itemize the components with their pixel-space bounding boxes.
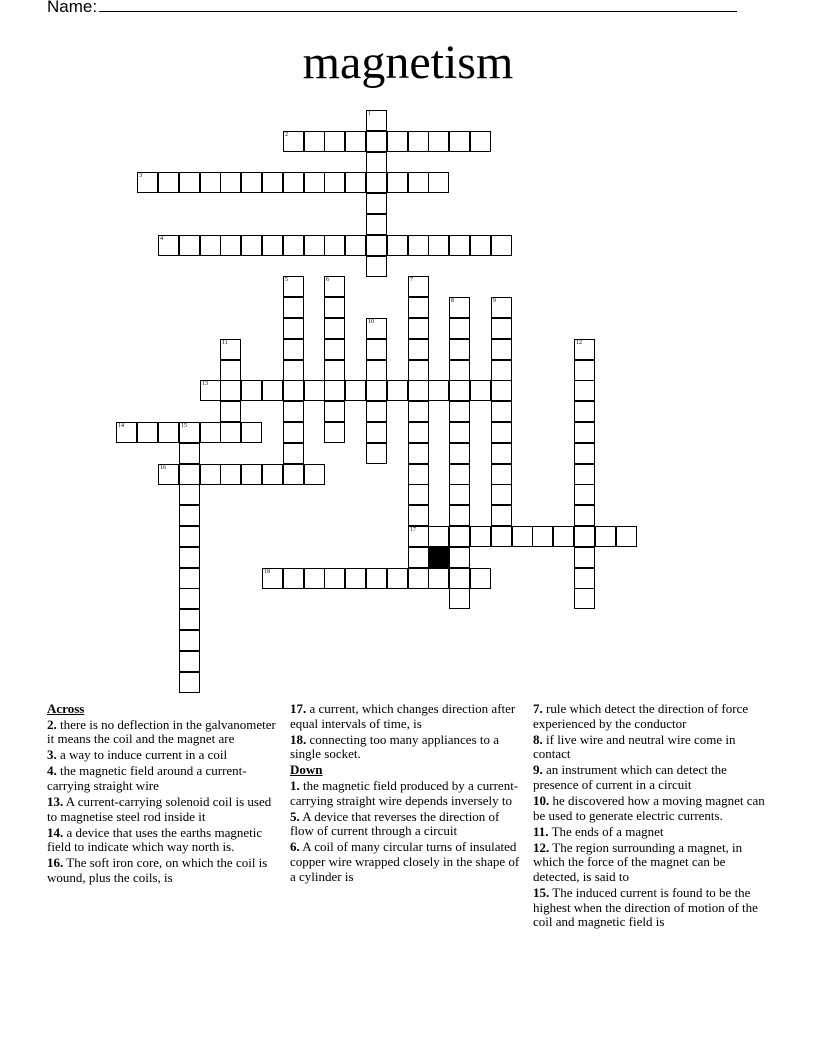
clue-number: 4: [160, 236, 163, 242]
clue-column-1: [47, 702, 279, 887]
crossword-cell[interactable]: [449, 526, 470, 547]
crossword-cell[interactable]: [532, 526, 553, 547]
crossword-cell[interactable]: [345, 380, 366, 401]
clue-number: 17: [410, 527, 416, 533]
crossword-cell[interactable]: [366, 235, 387, 256]
crossword-cell[interactable]: [449, 380, 470, 401]
crossword-cell[interactable]: [366, 214, 387, 235]
down-clue-6: 6. A coil of many circular turns of insulated copper wire wrapped closely in the shape of a cylinder is: [290, 839, 520, 884]
clue-number: 3: [139, 173, 142, 179]
crossword-cell[interactable]: [324, 422, 345, 443]
crossword-cell[interactable]: [179, 172, 200, 193]
crossword-cell[interactable]: [491, 422, 512, 443]
crossword-cell[interactable]: [345, 235, 366, 256]
crossword-cell[interactable]: [283, 276, 304, 297]
crossword-cell[interactable]: [304, 131, 325, 152]
crossword-cell[interactable]: [408, 464, 429, 485]
crossword-cell[interactable]: [179, 547, 200, 568]
clue-number: 2: [285, 132, 288, 138]
crossword-cell[interactable]: [179, 443, 200, 464]
crossword-cell[interactable]: [408, 422, 429, 443]
crossword-cell[interactable]: [491, 443, 512, 464]
crossword-cell[interactable]: [345, 131, 366, 152]
crossword-cell[interactable]: [408, 318, 429, 339]
clue-number: 13: [202, 381, 208, 387]
crossword-cell[interactable]: [449, 131, 470, 152]
clue-number: 9: [493, 298, 496, 304]
crossword-cell[interactable]: [179, 464, 200, 485]
across-clue-4: 4. the magnetic field around a current-carrying straight wire: [47, 763, 247, 793]
crossword-cell[interactable]: [179, 630, 200, 651]
crossword-cell[interactable]: [387, 568, 408, 589]
crossword-cell[interactable]: [574, 505, 595, 526]
crossword-cell[interactable]: [324, 318, 345, 339]
crossword-cell[interactable]: [387, 380, 408, 401]
crossword-cell[interactable]: [595, 526, 616, 547]
crossword-cell[interactable]: [408, 339, 429, 360]
name-label: Name:: [47, 0, 98, 16]
crossword-cell[interactable]: [574, 526, 595, 547]
crossword-cell[interactable]: [179, 526, 200, 547]
crossword-cell[interactable]: [449, 422, 470, 443]
crossword-cell[interactable]: [262, 568, 283, 589]
crossword-cell[interactable]: [220, 339, 241, 360]
crossword-cell[interactable]: [283, 131, 304, 152]
crossword-cell[interactable]: [324, 360, 345, 381]
crossword-cell[interactable]: [408, 172, 429, 193]
down-clue-8: 8. if live wire and neutral wire come in contact: [533, 731, 736, 762]
crossword-cell[interactable]: [366, 110, 387, 131]
crossword-cell[interactable]: [470, 568, 491, 589]
crossword-cell[interactable]: [449, 318, 470, 339]
crossword-cell[interactable]: [324, 401, 345, 422]
crossword-cell[interactable]: [179, 588, 200, 609]
crossword-cell[interactable]: [324, 131, 345, 152]
crossword-cell[interactable]: [449, 360, 470, 381]
crossword-cell[interactable]: [262, 172, 283, 193]
crossword-cell[interactable]: [262, 380, 283, 401]
down-header: Down: [290, 762, 323, 778]
across-clue-18: 18. connecting too many appliances to a single socket.: [290, 731, 500, 762]
down-clue-10: 10. he discovered how a moving magnet can be used to generate electric currents.: [533, 793, 765, 823]
crossword-cell[interactable]: [387, 131, 408, 152]
crossword-cell[interactable]: [283, 360, 304, 381]
crossword-cell[interactable]: [366, 568, 387, 589]
down-clue-5: 5. A device that reverses the direction of flow of current through a circuit: [290, 808, 500, 839]
across-header: Across: [47, 701, 85, 716]
crossword-cell[interactable]: [574, 360, 595, 381]
crossword-cell[interactable]: [387, 172, 408, 193]
crossword-cell[interactable]: [449, 235, 470, 256]
crossword-cell[interactable]: [200, 422, 221, 443]
crossword-cell[interactable]: [491, 235, 512, 256]
crossword-cell[interactable]: [491, 464, 512, 485]
crossword-cell[interactable]: [449, 588, 470, 609]
crossword-cell[interactable]: [220, 464, 241, 485]
crossword-cell[interactable]: [324, 339, 345, 360]
crossword-cell[interactable]: [345, 172, 366, 193]
crossword-cell[interactable]: [304, 464, 325, 485]
crossword-cell[interactable]: [574, 568, 595, 589]
crossword-cell[interactable]: [179, 422, 200, 443]
crossword-cell[interactable]: [179, 568, 200, 589]
across-clue-13: 13. A current-carrying solenoid coil is used to magnetise steel rod inside it: [47, 794, 272, 824]
crossword-cell[interactable]: [408, 401, 429, 422]
crossword-cell[interactable]: [449, 443, 470, 464]
crossword-cell[interactable]: [366, 172, 387, 193]
crossword-cell[interactable]: [283, 422, 304, 443]
crossword-cell[interactable]: [470, 380, 491, 401]
crossword-cell[interactable]: [491, 339, 512, 360]
crossword-cell[interactable]: [283, 235, 304, 256]
crossword-cell[interactable]: [408, 547, 429, 568]
crossword-cell[interactable]: [408, 484, 429, 505]
crossword-cell[interactable]: [366, 131, 387, 152]
crossword-cell[interactable]: [449, 505, 470, 526]
crossword-cell[interactable]: [324, 568, 345, 589]
crossword-cell[interactable]: [179, 651, 200, 672]
crossword-cell[interactable]: [220, 380, 241, 401]
crossword-cell[interactable]: [200, 380, 221, 401]
crossword-cell[interactable]: [283, 297, 304, 318]
crossword-cell[interactable]: [241, 422, 262, 443]
crossword-cell[interactable]: [470, 131, 491, 152]
crossword-cell[interactable]: [200, 172, 221, 193]
clue-number: 18: [264, 569, 270, 575]
crossword-cell[interactable]: [324, 235, 345, 256]
clue-column-2: [290, 702, 522, 886]
crossword-cell[interactable]: [449, 464, 470, 485]
crossword-cell[interactable]: [491, 318, 512, 339]
crossword-cell[interactable]: [449, 547, 470, 568]
crossword-cell[interactable]: [179, 672, 200, 693]
crossword-cell[interactable]: [574, 464, 595, 485]
crossword-cell[interactable]: [366, 339, 387, 360]
crossword-cell[interactable]: [366, 318, 387, 339]
crossword-cell[interactable]: [200, 464, 221, 485]
crossword-cell[interactable]: [408, 235, 429, 256]
crossword-cell[interactable]: [179, 235, 200, 256]
crossword-cell[interactable]: [428, 172, 449, 193]
down-clue-15: 15. The induced current is found to be the highest when the direction of motion of the coil and magnetic field is: [533, 885, 758, 930]
crossword-cell[interactable]: [179, 609, 200, 630]
crossword-cell[interactable]: [241, 380, 262, 401]
crossword-cell[interactable]: [449, 568, 470, 589]
down-clue-9: 9. an instrument which can detect the presence of current in a circuit: [533, 762, 727, 792]
clue-number: 8: [451, 298, 454, 304]
clue-number: 15: [181, 423, 187, 429]
across-clue-17: 17. a current, which changes direction after equal intervals of time, is: [290, 701, 516, 731]
crossword-cell[interactable]: [158, 172, 179, 193]
crossword-cell[interactable]: [283, 464, 304, 485]
down-clue-11: 11. The ends of a magnet: [533, 823, 664, 839]
clue-column-3: [533, 702, 769, 931]
crossword-cell[interactable]: [574, 422, 595, 443]
crossword-cell[interactable]: [366, 380, 387, 401]
crossword-cell[interactable]: [158, 422, 179, 443]
crossword-cell[interactable]: [283, 380, 304, 401]
crossword-cell[interactable]: [449, 484, 470, 505]
page-title: magnetism: [302, 36, 514, 89]
crossword-cell[interactable]: [241, 464, 262, 485]
clue-number: 10: [368, 319, 374, 325]
crossword-cell[interactable]: [449, 401, 470, 422]
crossword-cell[interactable]: [491, 484, 512, 505]
crossword-cell[interactable]: [553, 526, 574, 547]
crossword-cell[interactable]: [574, 443, 595, 464]
crossword-cell[interactable]: [116, 422, 137, 443]
across-clue-2: 2. there is no deflection in the galvanometer it means the coil and the magnet are: [47, 716, 276, 747]
crossword-cell[interactable]: [304, 172, 325, 193]
clue-number: 7: [410, 277, 413, 283]
crossword-cell[interactable]: [220, 422, 241, 443]
crossword-cell[interactable]: [200, 235, 221, 256]
clue-number: 1: [368, 111, 371, 117]
crossword-cell[interactable]: [283, 443, 304, 464]
down-clue-1: 1. the magnetic field produced by a current-carrying straight wire depends inversely to: [290, 777, 519, 808]
crossword-cell[interactable]: [283, 401, 304, 422]
down-clue-7: 7. rule which detect the direction of force experienced by the conductor: [533, 701, 749, 731]
crossword-cell[interactable]: [366, 193, 387, 214]
crossword-cell[interactable]: [366, 256, 387, 277]
crossword-cell[interactable]: [408, 568, 429, 589]
crossword-cell[interactable]: [428, 131, 449, 152]
blocked-cell: [428, 547, 449, 568]
crossword-cell[interactable]: [304, 568, 325, 589]
clue-number: 5: [285, 277, 288, 283]
crossword-cell[interactable]: [574, 588, 595, 609]
crossword-cell[interactable]: [220, 360, 241, 381]
across-clue-16: 16. The soft iron core, on which the coil is wound, plus the coils, is: [47, 855, 268, 886]
crossword-cell[interactable]: [574, 484, 595, 505]
crossword-cell[interactable]: [408, 380, 429, 401]
across-clue-14: 14. a device that uses the earths magnetic field to indicate which way north is.: [47, 824, 263, 855]
crossword-cell[interactable]: [220, 235, 241, 256]
crossword-cell[interactable]: [262, 235, 283, 256]
crossword-cell[interactable]: [241, 235, 262, 256]
crossword-cell[interactable]: [324, 276, 345, 297]
crossword-cell[interactable]: [491, 297, 512, 318]
crossword-cell[interactable]: [283, 172, 304, 193]
across-clue-3: 3. a way to induce current in a coil: [47, 747, 228, 763]
clue-number: 16: [160, 465, 166, 471]
crossword-cell[interactable]: [408, 443, 429, 464]
crossword-cell[interactable]: [345, 568, 366, 589]
crossword-cell[interactable]: [408, 526, 429, 547]
crossword-cell[interactable]: [366, 360, 387, 381]
crossword-cell[interactable]: [220, 401, 241, 422]
crossword-cell[interactable]: [491, 380, 512, 401]
clue-number: 6: [326, 277, 329, 283]
crossword-cell[interactable]: [470, 235, 491, 256]
crossword-cell[interactable]: [304, 380, 325, 401]
crossword-cell[interactable]: [158, 464, 179, 485]
crossword-cell[interactable]: [491, 401, 512, 422]
crossword-cell[interactable]: [408, 297, 429, 318]
crossword-cell[interactable]: [241, 172, 262, 193]
crossword-cell[interactable]: [158, 235, 179, 256]
crossword-cell[interactable]: [491, 360, 512, 381]
crossword-cell[interactable]: [470, 526, 491, 547]
crossword-cell[interactable]: [179, 505, 200, 526]
crossword-cell[interactable]: [220, 172, 241, 193]
crossword-cell[interactable]: [366, 401, 387, 422]
crossword-cell[interactable]: [616, 526, 637, 547]
crossword-cell[interactable]: [574, 547, 595, 568]
clue-number: 14: [118, 423, 124, 429]
crossword-cell[interactable]: [137, 172, 158, 193]
clue-number: 11: [222, 340, 228, 346]
crossword-cell[interactable]: [574, 401, 595, 422]
crossword-cell[interactable]: [408, 360, 429, 381]
crossword-cell[interactable]: [428, 235, 449, 256]
crossword-cell[interactable]: [283, 318, 304, 339]
crossword-cell[interactable]: [324, 297, 345, 318]
crossword-cell[interactable]: [408, 131, 429, 152]
crossword-cell[interactable]: [491, 526, 512, 547]
crossword-cell[interactable]: [449, 339, 470, 360]
clue-number: 12: [576, 340, 582, 346]
crossword-cell[interactable]: [366, 152, 387, 173]
crossword-cell[interactable]: [574, 339, 595, 360]
crossword-cell[interactable]: [408, 505, 429, 526]
crossword-cell[interactable]: [179, 484, 200, 505]
crossword-cell[interactable]: [366, 422, 387, 443]
crossword-cell[interactable]: [387, 235, 408, 256]
crossword-cell[interactable]: [428, 526, 449, 547]
crossword-cell[interactable]: [512, 526, 533, 547]
crossword-cell[interactable]: [304, 235, 325, 256]
crossword-cell[interactable]: [428, 380, 449, 401]
crossword-cell[interactable]: [491, 505, 512, 526]
crossword-cell[interactable]: [428, 568, 449, 589]
crossword-cell[interactable]: [262, 464, 283, 485]
crossword-cell[interactable]: [283, 339, 304, 360]
crossword-cell[interactable]: [574, 380, 595, 401]
crossword-cell[interactable]: [408, 276, 429, 297]
crossword-cell[interactable]: [137, 422, 158, 443]
crossword-cell[interactable]: [366, 443, 387, 464]
crossword-cell[interactable]: [324, 172, 345, 193]
crossword-cell[interactable]: [324, 380, 345, 401]
crossword-cell[interactable]: [283, 568, 304, 589]
down-clue-12: 12. The region surrounding a magnet, in which the force of the magnet can be detected, is said to: [533, 839, 743, 885]
crossword-cell[interactable]: [449, 297, 470, 318]
